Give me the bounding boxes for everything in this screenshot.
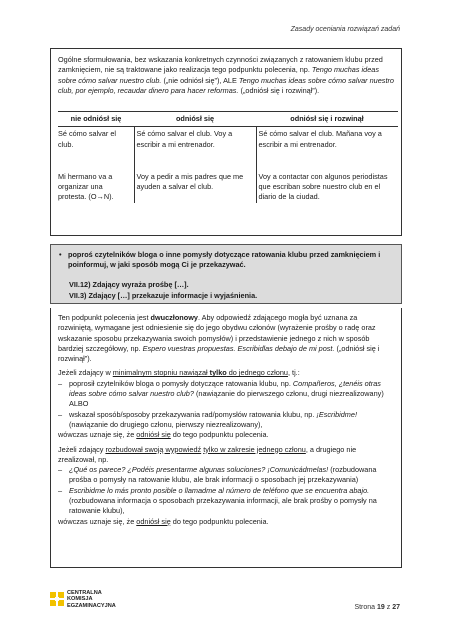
list-item (58, 465, 394, 486)
cke-logo-icon (50, 592, 64, 606)
criteria-body (50, 308, 402, 568)
bullet-icon: • (59, 250, 62, 259)
table-header: odniósł się i rozwinął (256, 112, 398, 127)
list-item (58, 486, 394, 517)
logo-text (67, 590, 116, 609)
intro-example-1: Tengo muchas ideas sobre cómo salvar nuestro club. (58, 65, 379, 85)
example-text: ¿Qué os parece? ¿Podéis presentarme algunas soluciones? ¡Comunicádmelas! (69, 465, 329, 475)
text: poprosił czytelników bloga o pomysły dotyczące ratowania klubu, np. (69, 378, 293, 388)
logo-line: EGZAMINACYJNA (67, 602, 116, 609)
text: wskazał sposób/sposoby przekazywania rad/pomysłów ratowania klubu, np. (69, 409, 317, 419)
text: . Aby odpowiedź zdającego mogła być uznana za rozwiniętą, wymagane jest odniesienie się do jego obydwu członów (wyrażenie prośby o radę oraz wskazanie sposobu przekazywania swoich pomysłów) i przedstawienie jednego z nich w sposób bardziej szczegółowy, np. (58, 313, 376, 353)
text: („odniósł się i rozwinął”). (58, 343, 380, 364)
intro-text-end: („odniósł się i rozwinął”). (238, 85, 320, 95)
page-header: Zasady oceniania rozwiązań zadań (290, 26, 400, 33)
text: Jeżeli zdający w (58, 368, 113, 378)
text: wówczas uznaje się, że (58, 430, 137, 440)
example-table (58, 111, 398, 203)
underlined-text: odniósł się (136, 516, 171, 526)
intro-text: Ogólne sformułowania, bez wskazania konkretnych czynności związanych z ratowaniem klubu przed zamknięciem, nie są traktowane jako realizacja tego podpunktu polecenia, np. (58, 55, 383, 75)
criteria-paragraph (58, 445, 394, 466)
table-row (58, 170, 398, 203)
page-number (354, 604, 400, 611)
table-cell: Sé cómo salvar el club. (58, 129, 116, 149)
intro-paragraph (58, 55, 394, 96)
text: , tj.: (287, 368, 300, 378)
bold-text: dwuczłonowy (150, 313, 198, 322)
requirement-1: VII.12) Zdający wyraża prośbę […]. (69, 280, 189, 289)
text: (rozbudowana prośba o pomysły na ratowanie klubu, ale brak informacji o sposobach jej przekazywania) (69, 465, 377, 485)
dash-icon: – (58, 409, 63, 419)
underlined-text: odniósł się (136, 430, 171, 440)
logo-line: KOMISJA (67, 596, 93, 603)
text: Jeżeli zdający (58, 444, 106, 454)
requirement-2: VII.3) Zdający […] przekazuje informacje i wyjaśnienia. (69, 291, 258, 300)
list-item (58, 410, 394, 431)
table-cell: Sé cómo salvar el club. Mañana voy a escribir a mi entrenador. (256, 127, 398, 170)
underlined-text: do jednego członu (226, 368, 288, 378)
table-cell: Mi hermano va a organizar una protesta. (O→N). (58, 171, 114, 202)
text: (rozbudowana informacja o sposobach przekazywania informacji, ale brak prośby o pomysły na ratowanie klubu), (69, 496, 377, 516)
table-cell: Sé cómo salvar el club. Voy a escribir a mi entrenador. (134, 127, 256, 170)
task-box (50, 244, 402, 304)
text: do tego podpunktu polecenia. (170, 516, 269, 526)
criteria-paragraph (58, 517, 394, 527)
text: Ten podpunkt polecenia jest (58, 313, 151, 322)
table-header: nie odniósł się (58, 112, 134, 127)
text: z (384, 604, 393, 611)
logo-line: CENTRALNA (67, 590, 102, 596)
table-cell: Voy a pedir a mis padres que me ayuden a salvar el club. (134, 170, 256, 203)
table-cell: Voy a contactar con algunos periodistas que escriban sobre nuestro club en el diario de la ciudad. (256, 170, 398, 203)
total-pages: 27 (392, 604, 400, 611)
task-text: poproś czytelników bloga o inne pomysły dotyczące ratowania klubu przed zamknięciem i poinformuj, w jaki sposób mogą Ci je przekazywać. (68, 250, 381, 270)
intro-text-mid: („nie odniósł się”), ALE (161, 75, 239, 85)
example-text: Compañeros, ¿tenéis otras ideas sobre cómo salvar nuestro club? (69, 378, 381, 399)
dash-icon: – (58, 485, 63, 495)
underlined-text: rozbudował swoją wypowiedź (105, 444, 202, 454)
bold-text: tylko (207, 368, 227, 378)
example-text: Escribidme lo más pronto posible o llamadme al número de teléfono que se encuentra abajo. (69, 485, 370, 495)
table-header-row (58, 112, 398, 127)
intro-example-2: Tengo muchas ideas sobre cómo salvar nuestro club, por ejemplo, recaudar dinero para hacer reformas. (58, 75, 394, 95)
underlined-text: tylko w zakresie jednego członu (203, 444, 306, 454)
criteria-list (58, 465, 394, 516)
intro-frame (50, 48, 402, 236)
text: wówczas uznaje się, że (58, 516, 137, 526)
underlined-text: minimalnym stopniu nawiązał (112, 368, 208, 378)
text: do tego podpunktu polecenia. (170, 430, 269, 440)
table-header: odniósł się (134, 112, 256, 127)
text: (nawiązanie do drugiego członu, pierwszy niezrealizowany), (69, 419, 263, 429)
text: , a drugiego nie zrealizował, np. (58, 444, 357, 464)
example-text: Espero vuestras propuestas. Escribidlas debajo de mi post. (142, 343, 335, 353)
table-row (58, 127, 398, 170)
cke-logo (50, 590, 134, 620)
text: (nawiązanie do pierwszego członu, drugi niezrealizowany) ALBO (69, 389, 384, 409)
dash-icon: – (58, 465, 63, 475)
criteria-list (58, 379, 394, 430)
criteria-paragraph (58, 430, 394, 440)
criteria-paragraph (58, 368, 394, 378)
example-text: ¡Escribidme! (316, 409, 357, 419)
task-instruction (59, 250, 395, 271)
dash-icon: – (58, 378, 63, 388)
current-page: 19 (377, 604, 385, 611)
list-item (58, 379, 394, 410)
text: Strona (354, 604, 378, 611)
criteria-paragraph (58, 313, 394, 364)
